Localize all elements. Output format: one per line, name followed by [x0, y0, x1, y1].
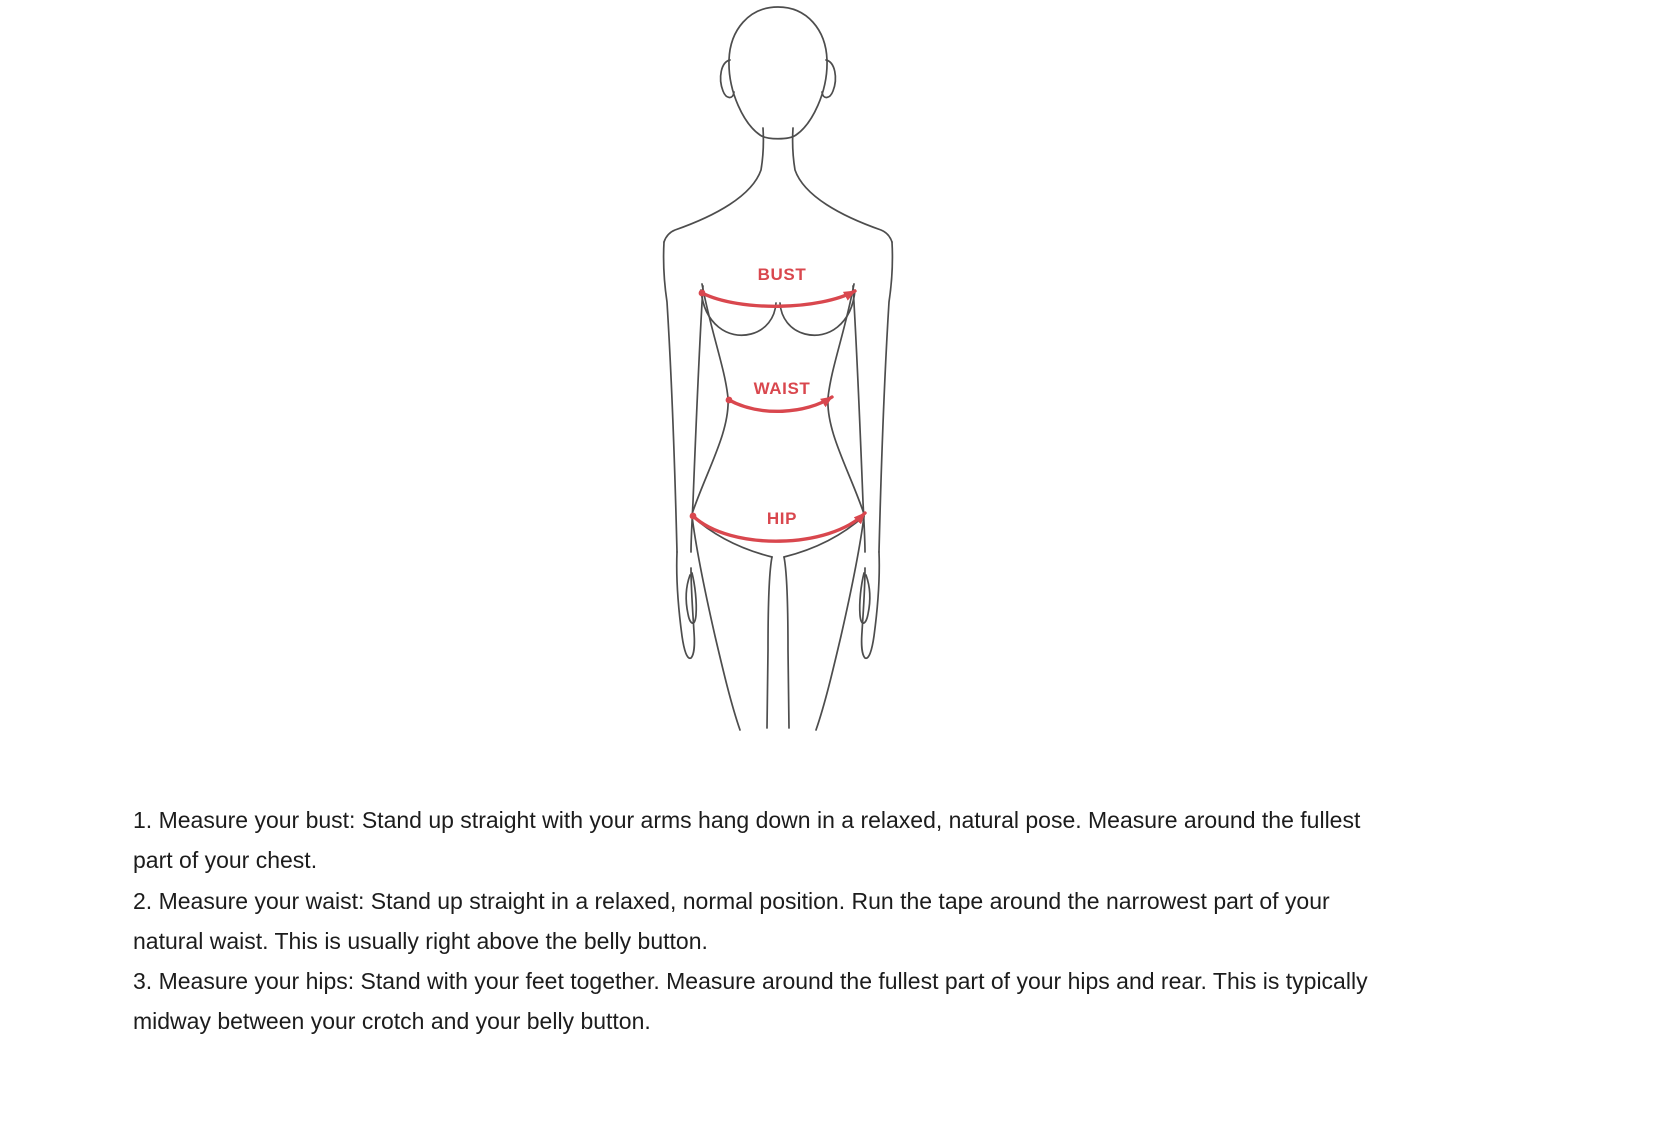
figure-left-hand	[677, 552, 695, 658]
figure-right-shoulder	[793, 128, 892, 242]
figure-left-leg-outer	[692, 516, 740, 730]
hip-label: HIP	[766, 509, 798, 528]
figure-left-inner-leg	[767, 557, 772, 728]
figure-left-arm-outer	[664, 242, 677, 552]
figure-right-leg-outer	[816, 516, 864, 730]
instruction-waist-line-1: 2. Measure your waist: Stand up straight in a relaxed, normal position. Run the tape around the narrowest part of your	[133, 887, 1330, 914]
figure-right-arm-outer	[879, 242, 892, 552]
figure-right-ear	[822, 60, 835, 98]
instruction-bust-line-2: part of your chest.	[133, 847, 318, 874]
instruction-hips-line-1: 3. Measure your hips: Stand with your feet together. Measure around the fullest part of your hips and rear. This is typically	[133, 968, 1368, 995]
body-measurement-figure	[630, 0, 950, 745]
waist-label: WAIST	[753, 379, 811, 398]
figure-head	[729, 7, 827, 139]
measurement-instructions	[133, 800, 1553, 1042]
figure-right-hand	[862, 552, 880, 658]
figure-right-inner-leg	[784, 557, 789, 728]
figure-left-shoulder	[664, 128, 763, 242]
instruction-waist-line-2: natural waist. This is usually right above the belly button.	[133, 927, 708, 954]
waist-measure-arrow	[729, 397, 832, 411]
bust-label: BUST	[757, 265, 807, 284]
bust-measure-arrow	[702, 291, 855, 306]
mannequin-diagram	[630, 0, 950, 745]
instruction-hips-line-2: midway between your crotch and your belly button.	[133, 1008, 651, 1035]
figure-left-ear	[721, 60, 734, 98]
instruction-bust-line-1: 1. Measure your bust: Stand up straight with your arms hang down in a relaxed, natural pose. Measure around the fullest	[133, 807, 1361, 833]
